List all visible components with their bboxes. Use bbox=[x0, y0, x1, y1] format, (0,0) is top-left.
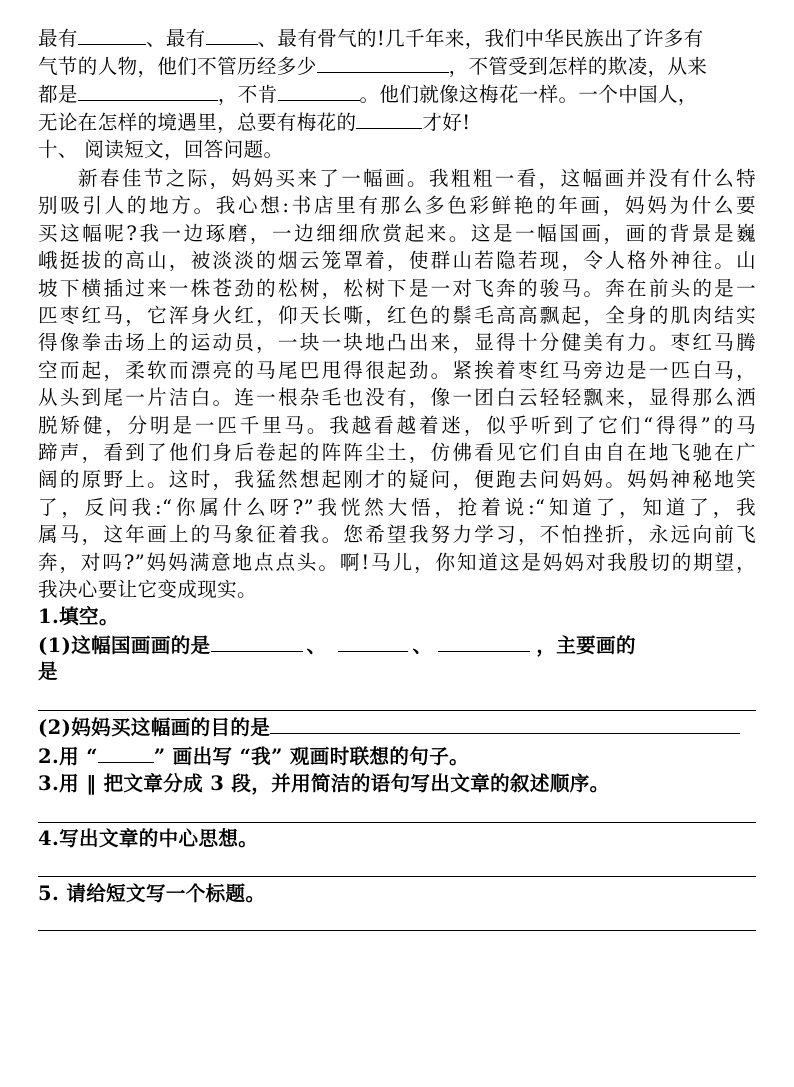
underline-sample bbox=[98, 743, 154, 763]
intro-text: 都是 bbox=[38, 83, 78, 106]
separator: 、 bbox=[412, 634, 433, 657]
passage-line: 别吸引人的地方。我心想:书店里有那么多色彩鲜艳的年画，妈妈为什么要 bbox=[38, 194, 756, 218]
question-1: 1.填空。 bbox=[38, 605, 119, 628]
answer-line[interactable] bbox=[38, 930, 756, 931]
question-5: 5. 请给短文写一个标题。 bbox=[38, 882, 266, 905]
intro-line-1 bbox=[38, 25, 756, 52]
passage-line: 蹄声，看到了他们身后卷起的阵阵尘土，仿佛看见它们自由自在地飞驰在广 bbox=[38, 441, 756, 464]
question-4: 4.写出文章的中心思想。 bbox=[38, 827, 259, 850]
question-1-2 bbox=[38, 714, 756, 741]
answer-blank-1[interactable] bbox=[211, 632, 303, 652]
intro-text: 才好! bbox=[422, 111, 471, 134]
answer-blank-3[interactable] bbox=[438, 632, 530, 652]
answer-line[interactable] bbox=[38, 822, 756, 823]
passage-line: 得像拳击场上的运动员，一块一块地凸出来，显得十分健美有力。枣红马腾 bbox=[38, 331, 756, 355]
question-3: 3.用 ‖ 把文章分成 3 段，并用简洁的语句写出文章的叙述顺序。 bbox=[38, 772, 610, 795]
intro-text: 气节的人物，他们不管历经多少 bbox=[38, 55, 317, 78]
question-1-1-continued: 是 bbox=[38, 660, 58, 683]
passage-line: 我决心要让它变成现实。 bbox=[38, 578, 257, 601]
intro-text: ，不肯 bbox=[217, 83, 278, 106]
answer-line[interactable] bbox=[270, 714, 740, 734]
intro-line-3 bbox=[38, 81, 756, 108]
question-text: 2.用 “ bbox=[38, 745, 98, 768]
section-heading: 十、 阅读短文，回答问题。 bbox=[38, 138, 284, 161]
passage-line: 坡下横插过来一株苍劲的松树，松树下是一对飞奔的骏马。奔在前头的是一 bbox=[38, 276, 756, 300]
blank-2[interactable] bbox=[206, 25, 258, 45]
question-text: ” 画出写 “我” 观画时联想的句子。 bbox=[153, 745, 469, 768]
intro-line-4 bbox=[38, 109, 756, 136]
blank-5[interactable] bbox=[278, 81, 360, 101]
intro-text: ，不管受到怎样的欺凌，从来 bbox=[448, 55, 708, 78]
question-text: (1)这幅国画画的是 bbox=[38, 634, 211, 657]
intro-text: 。他们就像这梅花一样。一个中国人， bbox=[359, 83, 698, 106]
blank-3[interactable] bbox=[317, 53, 449, 73]
passage-line: 阔的原野上。这时，我猛然想起刚才的疑问，便跑去问妈妈。妈妈神秘地笑 bbox=[38, 468, 756, 492]
answer-line[interactable] bbox=[38, 876, 756, 877]
passage-line: 奔，对吗?”妈妈满意地点点头。啊!马儿，你知道这是妈妈对我殷切的期望， bbox=[38, 550, 756, 574]
intro-text: 、最有骨气的!几千年来，我们中华民族出了许多有 bbox=[257, 27, 704, 50]
answer-line[interactable] bbox=[38, 710, 756, 711]
separator: ，主要画的 bbox=[536, 634, 636, 657]
intro-line-2 bbox=[38, 53, 756, 80]
question-2 bbox=[38, 743, 756, 770]
passage-line: 从头到尾一片洁白。连一根杂毛也没有，像一团白云轻轻飘来，显得那么洒 bbox=[38, 386, 756, 410]
separator: 、 bbox=[306, 634, 327, 657]
intro-text: 、最有 bbox=[145, 27, 206, 50]
passage-line: 峨挺拔的高山，被淡淡的烟云笼罩着，使群山若隐若现，令人格外神往。山 bbox=[38, 249, 756, 273]
passage-line: 属马，这年画上的马象征着我。您希望我努力学习，不怕挫折，永远向前飞 bbox=[38, 523, 756, 547]
question-text: (2)妈妈买这幅画的目的是 bbox=[38, 716, 271, 739]
passage-line: 新春佳节之际，妈妈买来了一幅画。我粗粗一看，这幅画并没有什么特 bbox=[78, 167, 756, 190]
passage-line: 买这幅呢?我一边琢磨，一边细细欣赏起来。这是一幅国画，画的背景是巍 bbox=[38, 221, 756, 245]
answer-blank-2[interactable] bbox=[338, 632, 408, 652]
blank-1[interactable] bbox=[78, 25, 146, 45]
passage-line: 匹枣红马，它浑身火红，仰天长嘶，红色的鬃毛高高飘起，全身的肌肉结实 bbox=[38, 304, 756, 327]
passage-line: 脱矫健，分明是一匹千里马。我越看越着迷，似乎听到了它们“得得”的马 bbox=[38, 413, 756, 437]
passage-line: 了，反问我:“你属什么呀?”我恍然大悟，抢着说:“知道了，知道了，我 bbox=[38, 495, 756, 519]
question-1-1 bbox=[38, 632, 756, 659]
intro-text: 无论在怎样的境遇里，总要有梅花的 bbox=[38, 111, 357, 134]
blank-4[interactable] bbox=[78, 81, 218, 101]
intro-text: 最有 bbox=[38, 27, 78, 50]
blank-6[interactable] bbox=[356, 109, 422, 129]
passage-line: 空而起，柔软而漂亮的马尾巴甩得很起劲。紧挨着枣红马旁边是一匹白马， bbox=[38, 358, 756, 382]
